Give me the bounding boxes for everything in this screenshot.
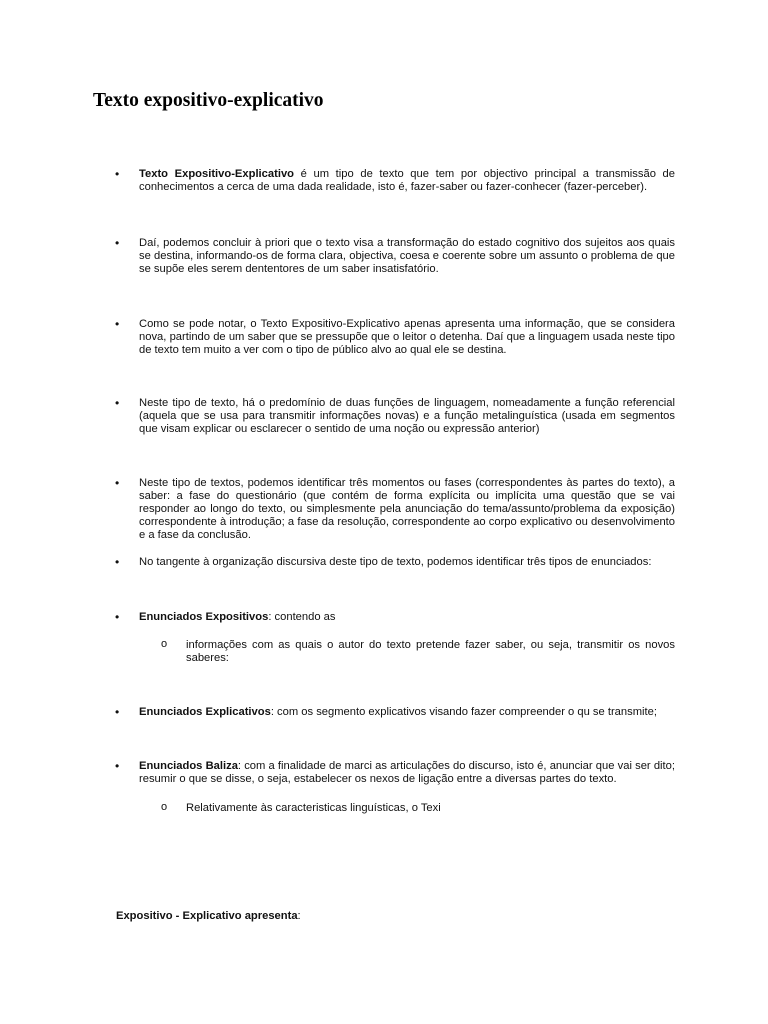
bullet-item-6 (115, 555, 675, 569)
sub-bullet-marker: o (161, 638, 168, 650)
bullet-item-9 (115, 759, 675, 786)
bullet-marker: • (115, 236, 120, 250)
bullet-marker: • (115, 396, 120, 410)
sub-bullet-marker: o (161, 801, 168, 813)
bullet-item-3 (115, 317, 675, 357)
sub-item-1 (161, 638, 675, 665)
bullet-item-1 (115, 167, 676, 194)
bullet-bold-text: Enunciados Explicativos (139, 706, 271, 718)
bullet-item-8 (115, 705, 675, 719)
bullet-marker: • (115, 317, 120, 331)
bullet-bold-text: Enunciados Baliza (139, 760, 238, 772)
bullet-text: Neste tipo de texto, há o predomínio de duas funções de linguagem, nomeadamente a função referencial (aquela que se usa para transmitir informações novas) e a função metalinguística (usada em segmentos que visam explicar ou esclarecer o sentido de uma noção ou expressão anterior) (139, 397, 675, 435)
bullet-item-5 (115, 476, 675, 542)
sub-item-text: Relativamente às caracteristicas linguísticas, o Texi (186, 802, 441, 814)
bullet-item-7 (115, 610, 675, 624)
bullet-marker: • (115, 759, 120, 773)
bullet-bold-text: Enunciados Expositivos (139, 611, 269, 623)
sub-item-text: informações com as quais o autor do texto pretende fazer saber, ou seja, transmitir os novos saberes: (186, 639, 675, 664)
bullet-text: Daí, podemos concluir à priori que o texto visa a transformação do estado cognitivo dos sujeitos aos quais se destina, informando-os de forma clara, objectiva, coesa e coerente sobre um assunto o problema de que se supõe eles serem dententores de um saber insatisfatório. (139, 237, 675, 275)
bullet-text: : com a finalidade de marci as articulações do discurso, isto é, anunciar que vai ser dito; resumir o que se disse, o seja, estabelecer os nexos de ligação entre a diversas partes do texto. (139, 760, 675, 785)
bullet-item-4 (115, 396, 675, 436)
bullet-text: Como se pode notar, o Texto Expositivo-Explicativo apenas apresenta uma informação, que se considera nova, partindo de um saber que se pressupõe que o leitor o detenha. Daí que a linguagem usada neste tipo de texto tem muito a ver com o tipo de público alvo ao qual ele se destina. (139, 318, 675, 356)
footer-text: : (297, 910, 301, 922)
bullet-text: : contendo as (268, 611, 336, 623)
bullet-marker: • (115, 555, 120, 569)
bullet-marker: • (115, 167, 120, 181)
bullet-text: é um tipo de texto que tem por objectivo principal a transmissão de conhecimentos a cerca de uma dada realidade, isto é, fazer-saber ou fazer-conhecer (fazer-perceber). (139, 168, 676, 193)
bullet-text: Neste tipo de textos, podemos identificar três momentos ou fases (correspondentes às partes do texto), a saber: a fase do questionário (que contém de forma explícita ou implícita uma questão que se vai responder ao longo do texto, ou simplesmente pela anunciação do tema/assunto/problema da exposição) correspondente à introdução; a fase da resolução, correspondente ao corpo explicativo ou desenvolvimento e a fase da conclusão. (139, 477, 675, 541)
bullet-marker: • (115, 705, 120, 719)
bullet-item-2 (115, 236, 675, 276)
bullet-text: : com os segmento explicativos visando fazer compreender o qu se transmite; (270, 706, 657, 718)
bullet-text: No tangente à organização discursiva deste tipo de texto, podemos identificar três tipos de enunciados: (139, 556, 652, 568)
footer-bold-text: Expositivo - Explicativo apresenta (116, 910, 298, 922)
bullet-bold-text: Texto Expositivo-Explicativo (139, 168, 295, 180)
footer-line (116, 910, 301, 923)
sub-item-2 (161, 801, 675, 815)
document-title: Texto expositivo-explicativo (93, 90, 324, 111)
bullet-marker: • (115, 610, 120, 624)
bullet-marker: • (115, 476, 120, 490)
